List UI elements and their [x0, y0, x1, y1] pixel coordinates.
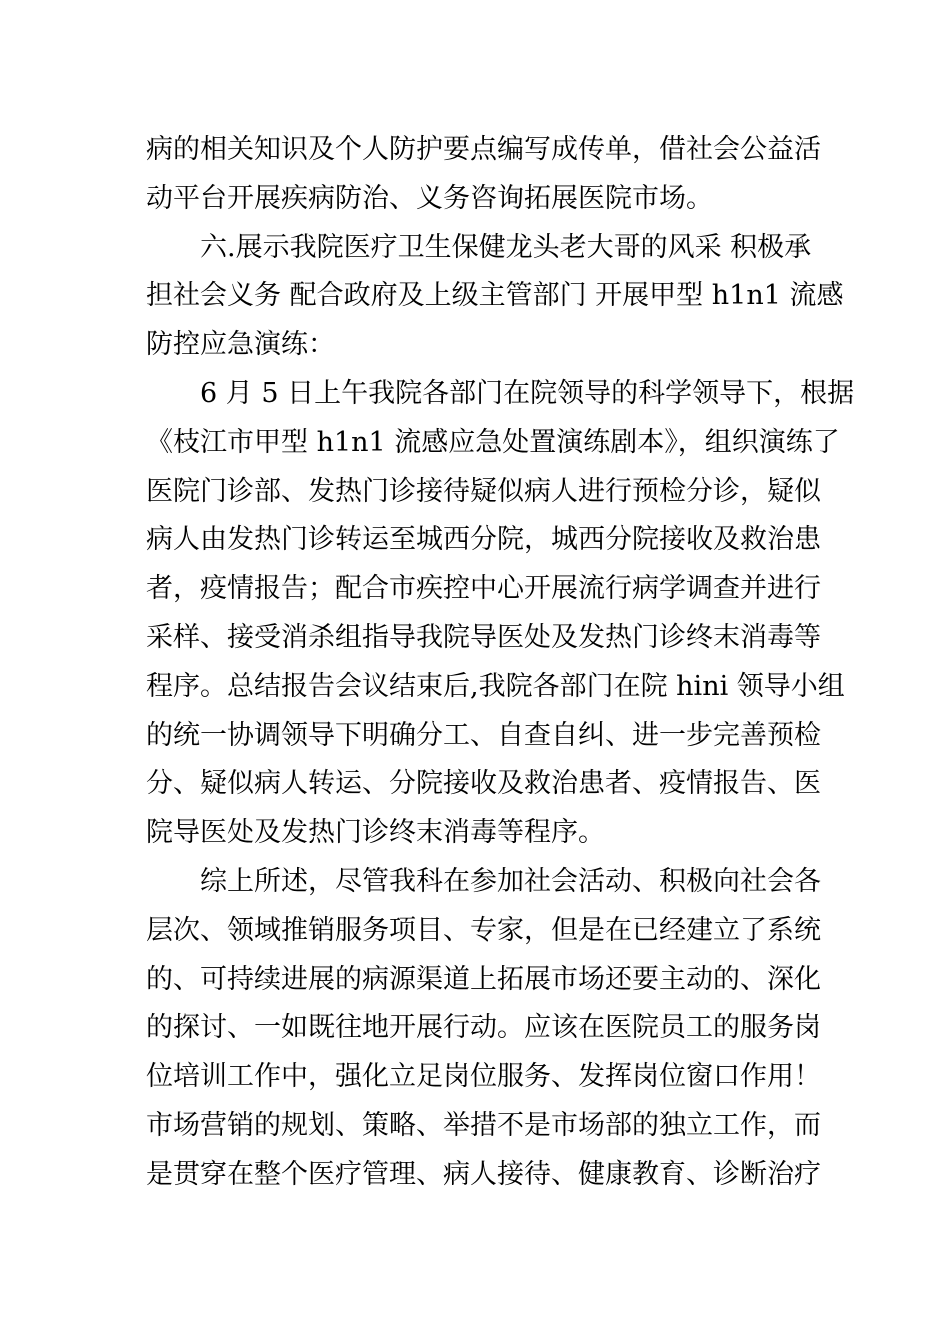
text-line: 医院门诊部、发热门诊接待疑似病人进行预检分诊，疑似 — [146, 475, 821, 507]
text-line: 担社会义务 配合政府及上级主管部门 开展甲型 h1n1 流感 — [146, 280, 844, 312]
text-line: 的探讨、一如既往地开展行动。应该在医院员工的服务岗 — [146, 1012, 821, 1044]
text-line: 程序。总结报告会议结束后,我院各部门在院 hini 领导小组 — [146, 670, 845, 702]
text-line: 的统一协调领导下明确分工、自查自纠、进一步完善预检 — [146, 719, 821, 751]
text-line: 《枝江市甲型 h1n1 流感应急处置演练剧本》，组织演练了 — [146, 426, 840, 458]
document-page — [146, 126, 855, 1200]
paragraph-4 — [146, 858, 821, 1200]
text-line: 综上所述，尽管我科在参加社会活动、积极向社会各 — [200, 865, 821, 897]
text-line: 病人由发热门诊转运至城西分院，城西分院接收及救治患 — [146, 524, 821, 556]
text-line: 病的相关知识及个人防护要点编写成传单，借社会公益活 — [146, 134, 821, 165]
paragraph-3 — [146, 370, 855, 858]
text-line: 动平台开展疾病防治、义务咨询拓展医院市场。 — [146, 182, 713, 214]
text-line: 是贯穿在整个医疗管理、病人接待、健康教育、诊断治疗 — [146, 1158, 821, 1190]
text-line: 层次、领域推销服务项目、专家，但是在已经建立了系统 — [146, 914, 821, 946]
text-line: 6 月 5 日上午我院各部门在院领导的科学领导下，根据 — [200, 377, 855, 409]
text-line: 者，疫情报告；配合市疾控中心开展流行病学调查并进行 — [146, 573, 821, 605]
text-line: 的、可持续进展的病源渠道上拓展市场还要主动的、深化 — [146, 963, 821, 995]
text-line: 六.展示我院医疗卫生保健龙头老大哥的风采 积极承 — [200, 231, 812, 263]
paragraph-1 — [146, 126, 821, 224]
paragraph-2 — [146, 224, 844, 370]
text-line: 防控应急演练： — [146, 329, 335, 361]
text-line: 分、疑似病人转运、分院接收及救治患者、疫情报告、医 — [146, 768, 821, 800]
text-line: 市场营销的规划、策略、举措不是市场部的独立工作，而 — [146, 1109, 821, 1141]
text-line: 采样、接受消杀组指导我院导医处及发热门诊终末消毒等 — [146, 621, 821, 653]
text-line: 位培训工作中，强化立足岗位服务、发挥岗位窗口作用！ — [146, 1061, 821, 1093]
text-line: 院导医处及发热门诊终末消毒等程序。 — [146, 817, 605, 849]
